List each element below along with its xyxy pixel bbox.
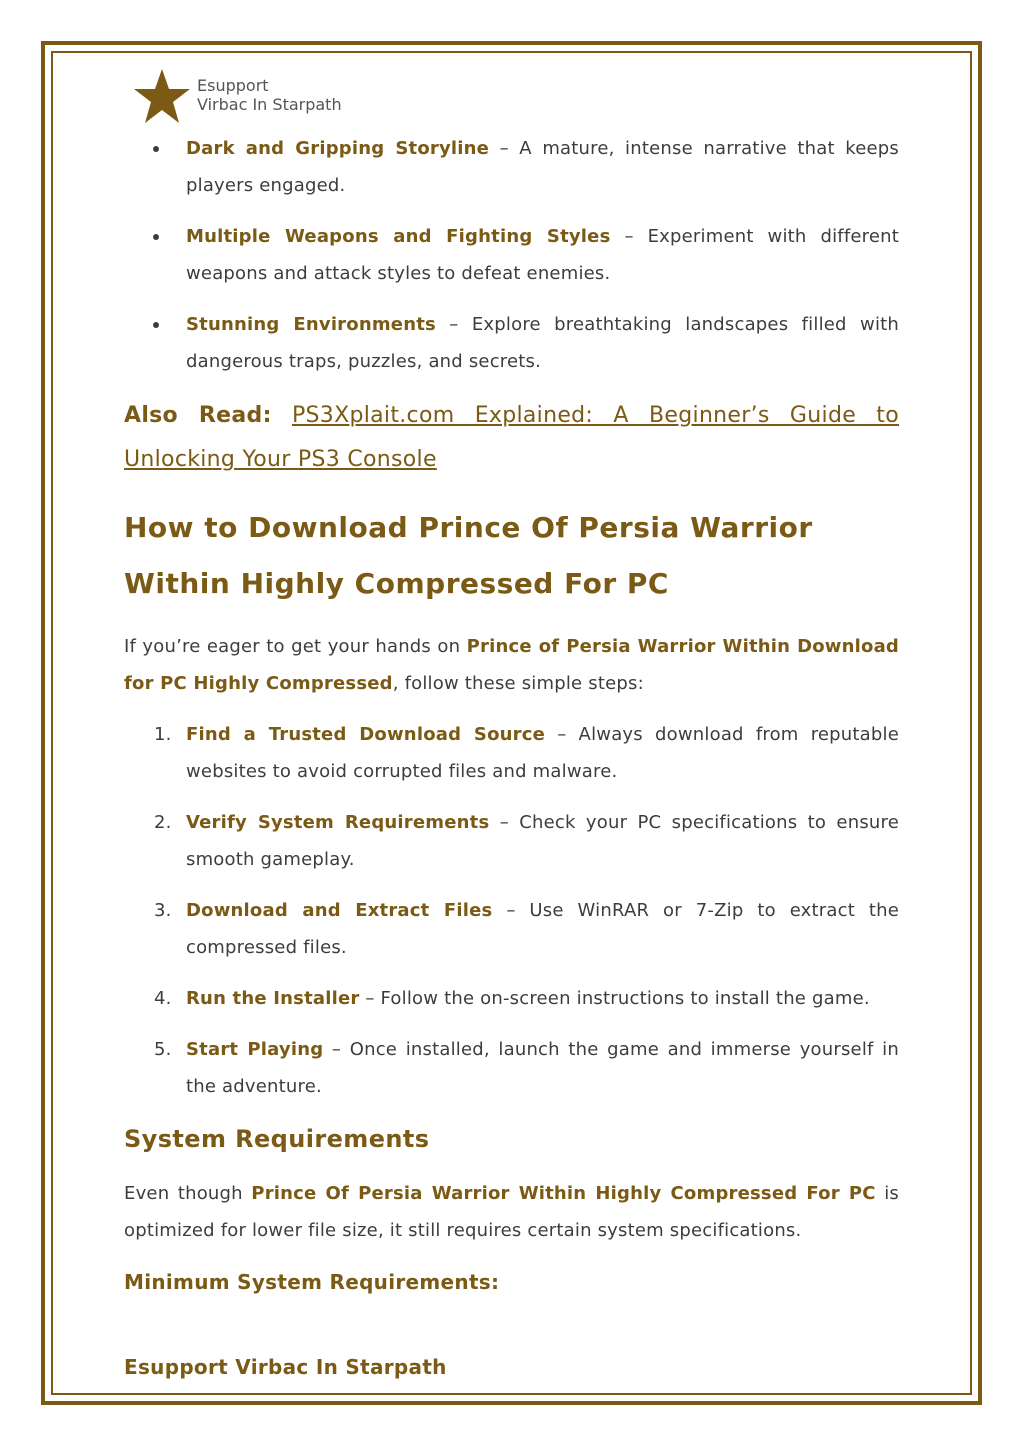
bullet-icon [153,146,159,152]
intro-bold: Prince of Persia Warrior Within Download for PC Highly Compressed [124,636,900,694]
feature-item [124,218,899,292]
footer-brand: Esupport Virbac In Starpath [124,1355,447,1379]
feature-item [124,130,899,204]
step-number: 5. [154,1039,172,1060]
sysreq-text-before: Even though [124,1183,252,1204]
step-item [124,804,899,878]
step-number: 4. [154,988,172,1009]
also-read [124,394,899,482]
feature-text: – A mature, intense narrative that keeps players engaged. [186,138,899,196]
bullet-icon [153,322,159,328]
step-text: – Check your PC specifications to ensure smooth gameplay. [186,812,899,870]
brand-line-1: Esupport [197,76,269,95]
step-item [124,716,899,790]
feature-title: Dark and Gripping Storyline [186,138,490,159]
download-heading: How to Download Prince Of Persia Warrior Within Highly Compressed For PC [124,511,813,600]
step-item [124,980,899,1017]
step-text: – Use WinRAR or 7-Zip to extract the compressed files. [186,900,900,958]
step-title: Find a Trusted Download Source [186,724,546,745]
step-title: Verify System Requirements [186,812,490,833]
feature-title: Multiple Weapons and Fighting Styles [186,226,611,247]
feature-title: Stunning Environments [186,314,436,335]
brand-name [197,76,342,114]
intro-text-before: If you’re eager to get your hands on [124,636,467,657]
feature-text: – Explore breathtaking landscapes filled with dangerous traps, puzzles, and secrets. [186,314,900,372]
system-requirements-para [124,1175,899,1249]
download-steps [124,716,899,1105]
system-requirements-heading: System Requirements [124,1125,430,1153]
step-title: Download and Extract Files [186,900,493,921]
star-icon [132,67,192,127]
step-title: Run the Installer [186,988,360,1009]
step-title: Start Playing [186,1039,324,1060]
step-number: 1. [154,724,172,745]
step-text: – Once installed, launch the game and immerse yourself in the adventure. [186,1039,899,1097]
sysreq-text-after: is optimized for lower file size, it still requires certain system specifications. [124,1183,900,1241]
step-item [124,892,899,966]
intro-text-after: , follow these simple steps: [392,673,644,694]
step-text: – Follow the on-screen instructions to install the game. [359,988,870,1009]
step-item [124,1031,899,1105]
sysreq-bold: Prince Of Persia Warrior Within Highly Compressed For PC [251,1183,876,1204]
feature-item [124,306,899,380]
bullet-icon [153,234,159,240]
step-text: – Always download from reputable websites to avoid corrupted files and malware. [186,724,900,782]
article-content [124,130,899,1297]
minimum-requirements-heading: Minimum System Requirements: [124,1270,500,1294]
step-number: 3. [154,900,172,921]
brand-line-2: Virbac In Starpath [197,95,342,114]
also-read-label: Also Read: [124,403,272,428]
step-number: 2. [154,812,172,833]
also-read-link[interactable]: PS3Xplait.com Explained: A Beginner’s Guide to Unlocking Your PS3 Console [124,403,899,472]
download-intro [124,628,899,702]
feature-list [124,130,899,380]
feature-text: – Experiment with different weapons and attack styles to defeat enemies. [186,226,899,284]
brand-logo [132,66,342,128]
